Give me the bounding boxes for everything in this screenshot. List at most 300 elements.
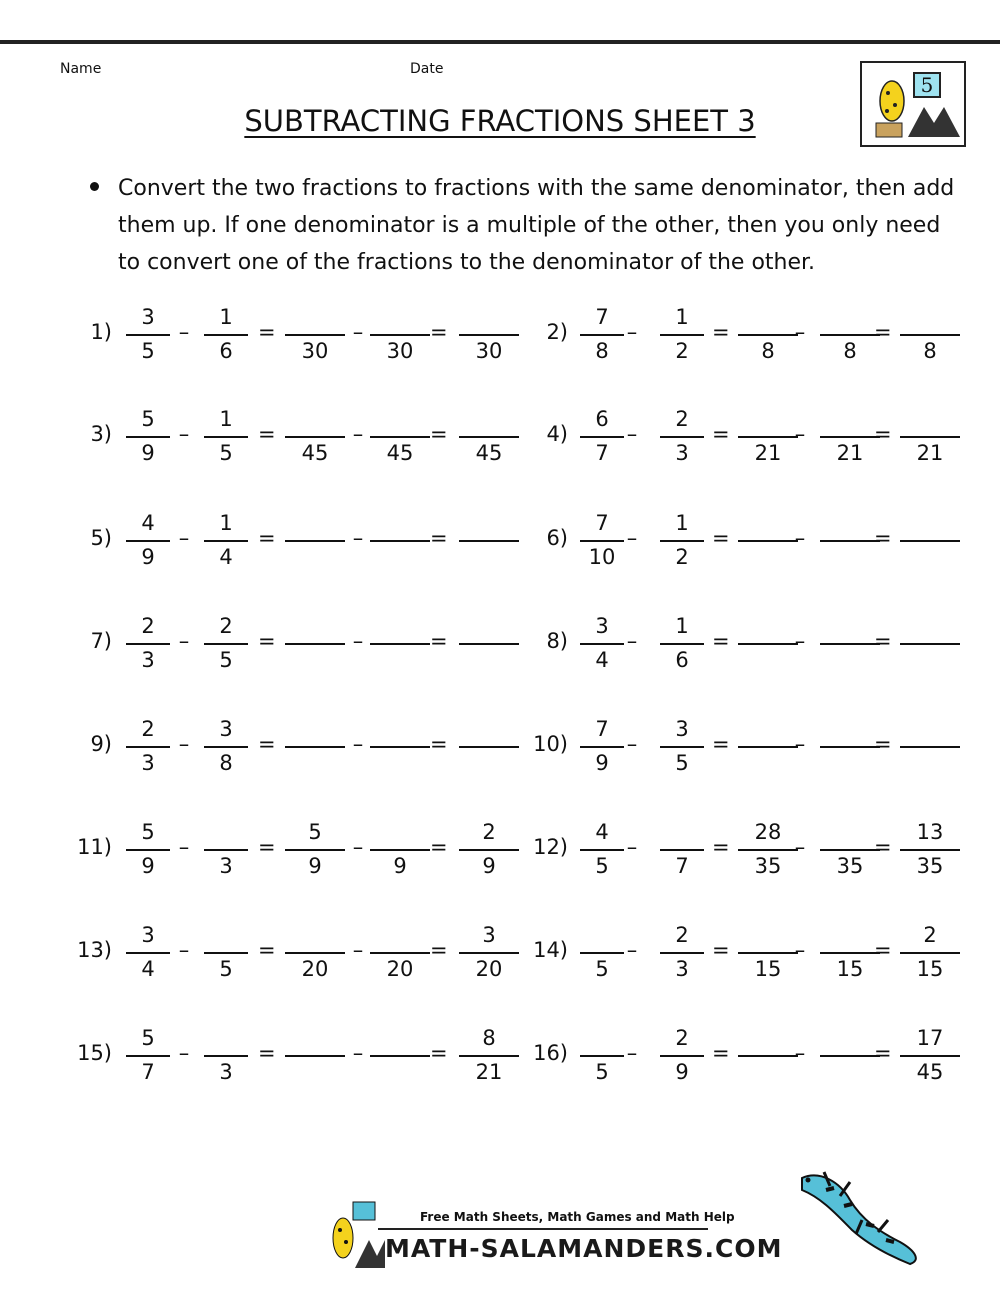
fraction-a	[580, 712, 624, 782]
denominator: 21	[836, 441, 864, 465]
problem	[0, 402, 1000, 472]
fraction-bar	[900, 952, 960, 954]
equals-sign: =	[712, 629, 730, 653]
denominator: 3	[219, 1060, 233, 1084]
fraction-bar	[738, 952, 798, 954]
denominator	[738, 750, 798, 776]
fraction-bar	[660, 1055, 704, 1057]
fraction-bar	[900, 746, 960, 748]
equals-sign: =	[712, 422, 730, 446]
equals-sign: =	[430, 938, 448, 962]
fraction-bar	[738, 746, 798, 748]
denominator	[900, 647, 960, 673]
fraction-bar	[580, 540, 624, 542]
denominator: 8	[923, 339, 937, 363]
equals-sign: =	[874, 320, 892, 344]
equals-sign: =	[712, 320, 730, 344]
numerator	[738, 716, 798, 742]
equals-sign: =	[430, 320, 448, 344]
denominator	[900, 544, 960, 570]
minus-sign: –	[352, 629, 364, 653]
equals-sign: =	[874, 1041, 892, 1065]
fraction-c[interactable]	[738, 815, 798, 885]
problem	[0, 815, 1000, 885]
equals-sign: =	[258, 320, 276, 344]
minus-sign: –	[178, 732, 190, 756]
minus-sign: –	[626, 629, 638, 653]
fraction-r[interactable]	[900, 918, 960, 988]
fraction-bar	[738, 334, 798, 336]
fraction-bar	[580, 1055, 624, 1057]
fraction-c[interactable]	[738, 609, 798, 679]
fraction-a	[580, 506, 624, 576]
minus-sign: –	[626, 938, 638, 962]
minus-sign: –	[352, 732, 364, 756]
fraction-bar	[660, 643, 704, 645]
denominator: 5	[595, 957, 609, 981]
equals-sign: =	[874, 526, 892, 550]
numerator: 6	[595, 407, 609, 431]
minus-sign: –	[794, 835, 806, 859]
minus-sign: –	[626, 526, 638, 550]
numerator: 5	[141, 407, 155, 431]
denominator: 9	[141, 441, 155, 465]
fraction-bar	[660, 334, 704, 336]
minus-sign: –	[352, 1041, 364, 1065]
numerator: 3	[219, 717, 233, 741]
minus-sign: –	[626, 422, 638, 446]
salamander-icon	[790, 1160, 930, 1275]
numerator	[820, 406, 880, 432]
numerator: 2	[141, 614, 155, 638]
numerator: 2	[923, 923, 937, 947]
equals-sign: =	[258, 938, 276, 962]
denominator: 35	[754, 854, 782, 878]
numerator: 13	[916, 820, 944, 844]
denominator	[820, 647, 880, 673]
minus-sign: –	[794, 629, 806, 653]
minus-sign: –	[352, 320, 364, 344]
numerator	[738, 510, 798, 536]
denominator: 45	[475, 441, 503, 465]
grade-badge-number: 5	[920, 73, 934, 97]
fraction-bar	[820, 540, 880, 542]
fraction-a	[580, 815, 624, 885]
minus-sign: –	[352, 938, 364, 962]
fraction-b	[660, 712, 704, 782]
denominator: 9	[141, 854, 155, 878]
numerator	[900, 613, 960, 639]
minus-sign: –	[794, 526, 806, 550]
denominator: 3	[141, 648, 155, 672]
numerator	[820, 922, 880, 948]
denominator	[820, 750, 880, 776]
minus-sign: –	[178, 938, 190, 962]
numerator: 7	[595, 511, 609, 535]
numerator: 7	[595, 717, 609, 741]
denominator: 21	[916, 441, 944, 465]
fraction-a	[580, 918, 624, 988]
minus-sign: –	[794, 938, 806, 962]
fraction-r[interactable]	[900, 609, 960, 679]
date-label: Date	[410, 61, 444, 77]
numerator: 4	[595, 820, 609, 844]
equals-sign: =	[258, 732, 276, 756]
minus-sign: –	[794, 320, 806, 344]
denominator	[738, 1059, 798, 1085]
denominator	[738, 647, 798, 673]
denominator: 30	[475, 339, 503, 363]
numerator: 3	[675, 717, 689, 741]
fraction-bar	[738, 436, 798, 438]
fraction-d[interactable]	[820, 815, 880, 885]
numerator: 2	[141, 717, 155, 741]
denominator: 45	[301, 441, 329, 465]
equals-sign: =	[712, 938, 730, 962]
minus-sign: –	[178, 1041, 190, 1065]
problem-number: 14)	[533, 938, 568, 962]
equals-sign: =	[712, 1041, 730, 1065]
fraction-bar	[820, 952, 880, 954]
denominator: 3	[675, 957, 689, 981]
denominator: 4	[141, 957, 155, 981]
fraction-c[interactable]	[738, 1021, 798, 1091]
numerator: 1	[219, 407, 233, 431]
equals-sign: =	[874, 422, 892, 446]
footer-rule	[378, 1228, 708, 1230]
fraction-bar	[660, 540, 704, 542]
minus-sign: –	[794, 422, 806, 446]
numerator	[660, 819, 704, 845]
numerator: 2	[675, 407, 689, 431]
equals-sign: =	[258, 422, 276, 446]
numerator: 2	[219, 614, 233, 638]
fraction-c[interactable]	[738, 300, 798, 370]
numerator	[820, 819, 880, 845]
equals-sign: =	[430, 1041, 448, 1065]
fraction-d[interactable]	[820, 300, 880, 370]
problem-number: 1)	[90, 320, 112, 344]
minus-sign: –	[352, 835, 364, 859]
fraction-bar	[580, 436, 624, 438]
equals-sign: =	[430, 629, 448, 653]
fraction-c[interactable]	[738, 918, 798, 988]
numerator: 3	[141, 305, 155, 329]
fraction-d[interactable]	[820, 1021, 880, 1091]
denominator: 15	[916, 957, 944, 981]
fraction-bar	[820, 849, 880, 851]
fraction-bar	[900, 334, 960, 336]
fraction-d[interactable]	[820, 506, 880, 576]
numerator	[738, 304, 798, 330]
problem-number: 2)	[546, 320, 568, 344]
equals-sign: =	[712, 835, 730, 859]
denominator: 5	[675, 751, 689, 775]
numerator	[738, 613, 798, 639]
denominator: 4	[595, 648, 609, 672]
minus-sign: –	[626, 1041, 638, 1065]
denominator	[900, 750, 960, 776]
equals-sign: =	[874, 938, 892, 962]
denominator	[738, 544, 798, 570]
numerator: 3	[482, 923, 496, 947]
denominator: 2	[675, 545, 689, 569]
denominator: 6	[219, 339, 233, 363]
minus-sign: –	[178, 835, 190, 859]
numerator: 3	[595, 614, 609, 638]
fraction-r[interactable]	[900, 300, 960, 370]
equals-sign: =	[258, 1041, 276, 1065]
problem-number: 6)	[546, 526, 568, 550]
numerator	[820, 510, 880, 536]
denominator: 3	[675, 441, 689, 465]
denominator: 7	[141, 1060, 155, 1084]
minus-sign: –	[178, 526, 190, 550]
numerator: 7	[595, 305, 609, 329]
denominator: 9	[141, 545, 155, 569]
denominator: 15	[836, 957, 864, 981]
fraction-bar	[660, 436, 704, 438]
denominator: 35	[916, 854, 944, 878]
denominator: 5	[219, 648, 233, 672]
fraction-bar	[738, 1055, 798, 1057]
minus-sign: –	[352, 422, 364, 446]
denominator: 21	[754, 441, 782, 465]
problem-number: 5)	[90, 526, 112, 550]
problem-number: 9)	[90, 732, 112, 756]
instructions: Convert the two fractions to fractions with the same denominator, then add them up. If one denominator is a multiple of the other, then you only need to convert one of the fractions to the denominator of the other.	[118, 176, 955, 275]
denominator: 7	[675, 854, 689, 878]
denominator: 9	[308, 854, 322, 878]
fraction-r[interactable]	[900, 402, 960, 472]
problem-number: 3)	[90, 422, 112, 446]
equals-sign: =	[258, 835, 276, 859]
footer-salamander-icon	[325, 1200, 385, 1270]
denominator: 20	[386, 957, 414, 981]
fraction-d[interactable]	[820, 712, 880, 782]
fraction-bar	[820, 334, 880, 336]
equals-sign: =	[430, 732, 448, 756]
fraction-bar	[660, 849, 704, 851]
fraction-bar	[660, 952, 704, 954]
fraction-c[interactable]	[738, 506, 798, 576]
numerator: 1	[675, 511, 689, 535]
fraction-d[interactable]	[820, 918, 880, 988]
denominator: 5	[219, 957, 233, 981]
fraction-bar	[738, 849, 798, 851]
denominator: 9	[393, 854, 407, 878]
numerator: 1	[675, 614, 689, 638]
numerator: 1	[675, 305, 689, 329]
fraction-a	[580, 1021, 624, 1091]
problem-number: 16)	[533, 1041, 568, 1065]
numerator	[738, 406, 798, 432]
problem	[0, 609, 1000, 679]
equals-sign: =	[712, 526, 730, 550]
top-rule	[0, 40, 1000, 44]
fraction-bar	[580, 952, 624, 954]
denominator: 5	[141, 339, 155, 363]
denominator: 15	[754, 957, 782, 981]
footer-tagline: Free Math Sheets, Math Games and Math Help	[420, 1210, 735, 1224]
equals-sign: =	[874, 732, 892, 756]
numerator	[820, 1025, 880, 1051]
denominator: 6	[675, 648, 689, 672]
denominator: 20	[475, 957, 503, 981]
fraction-a	[580, 300, 624, 370]
denominator: 8	[219, 751, 233, 775]
fraction-bar	[580, 643, 624, 645]
denominator	[820, 544, 880, 570]
denominator: 10	[588, 545, 616, 569]
minus-sign: –	[794, 1041, 806, 1065]
numerator	[738, 922, 798, 948]
fraction-bar	[738, 540, 798, 542]
minus-sign: –	[178, 422, 190, 446]
minus-sign: –	[626, 320, 638, 344]
denominator: 3	[219, 854, 233, 878]
fraction-r[interactable]	[900, 815, 960, 885]
problem	[0, 1021, 1000, 1091]
minus-sign: –	[626, 732, 638, 756]
numerator	[580, 1025, 624, 1051]
numerator: 2	[675, 1026, 689, 1050]
numerator	[580, 922, 624, 948]
denominator: 7	[595, 441, 609, 465]
fraction-bar	[580, 334, 624, 336]
fraction-b	[660, 506, 704, 576]
fraction-bar	[820, 643, 880, 645]
fraction-a	[580, 609, 624, 679]
equals-sign: =	[874, 835, 892, 859]
numerator	[738, 1025, 798, 1051]
fraction-bar	[820, 1055, 880, 1057]
fraction-bar	[660, 746, 704, 748]
problem-number: 4)	[546, 422, 568, 446]
numerator: 28	[754, 820, 782, 844]
minus-sign: –	[178, 629, 190, 653]
fraction-b	[660, 402, 704, 472]
fraction-b	[660, 609, 704, 679]
fraction-b	[660, 1021, 704, 1091]
numerator: 5	[141, 1026, 155, 1050]
numerator: 5	[141, 820, 155, 844]
fraction-bar	[900, 540, 960, 542]
denominator: 5	[595, 854, 609, 878]
fraction-bar	[900, 1055, 960, 1057]
fraction-bar	[738, 643, 798, 645]
problem-number: 13)	[77, 938, 112, 962]
numerator: 3	[141, 923, 155, 947]
problem-number: 7)	[90, 629, 112, 653]
fraction-bar	[820, 436, 880, 438]
minus-sign: –	[794, 732, 806, 756]
fraction-b	[660, 918, 704, 988]
numerator	[900, 304, 960, 330]
fraction-b	[660, 815, 704, 885]
equals-sign: =	[258, 629, 276, 653]
numerator	[900, 510, 960, 536]
minus-sign: –	[178, 320, 190, 344]
worksheet-title: SUBTRACTING FRACTIONS SHEET 3	[244, 104, 756, 138]
fraction-c[interactable]	[738, 712, 798, 782]
minus-sign: –	[352, 526, 364, 550]
footer-site: MATH-SALAMANDERS.COM	[385, 1234, 783, 1263]
fraction-bar	[580, 746, 624, 748]
problem-number: 8)	[546, 629, 568, 653]
name-label: Name	[60, 61, 102, 77]
numerator	[820, 613, 880, 639]
equals-sign: =	[258, 526, 276, 550]
fraction-bar	[820, 746, 880, 748]
equals-sign: =	[430, 422, 448, 446]
equals-sign: =	[430, 526, 448, 550]
fraction-d[interactable]	[820, 402, 880, 472]
denominator: 8	[843, 339, 857, 363]
numerator: 5	[308, 820, 322, 844]
numerator: 4	[141, 511, 155, 535]
denominator: 3	[141, 751, 155, 775]
numerator: 8	[482, 1026, 496, 1050]
bullet-icon	[90, 182, 99, 191]
fraction-c[interactable]	[738, 402, 798, 472]
problem-number: 12)	[533, 835, 568, 859]
numerator: 2	[482, 820, 496, 844]
denominator: 8	[595, 339, 609, 363]
problem	[0, 300, 1000, 370]
numerator	[900, 406, 960, 432]
denominator: 35	[836, 854, 864, 878]
denominator: 2	[675, 339, 689, 363]
equals-sign: =	[712, 732, 730, 756]
denominator: 45	[386, 441, 414, 465]
denominator: 8	[761, 339, 775, 363]
numerator	[900, 716, 960, 742]
equals-sign: =	[874, 629, 892, 653]
denominator: 20	[301, 957, 329, 981]
problem-number: 11)	[77, 835, 112, 859]
denominator	[820, 1059, 880, 1085]
fraction-r[interactable]	[900, 712, 960, 782]
fraction-bar	[900, 436, 960, 438]
fraction-r[interactable]	[900, 506, 960, 576]
denominator: 9	[595, 751, 609, 775]
denominator: 9	[675, 1060, 689, 1084]
numerator: 17	[916, 1026, 944, 1050]
denominator: 45	[916, 1060, 944, 1084]
problem	[0, 918, 1000, 988]
problem-number: 10)	[533, 732, 568, 756]
denominator: 4	[219, 545, 233, 569]
fraction-a	[580, 402, 624, 472]
denominator: 30	[301, 339, 329, 363]
denominator: 5	[595, 1060, 609, 1084]
fraction-r[interactable]	[900, 1021, 960, 1091]
numerator: 1	[219, 305, 233, 329]
equals-sign: =	[430, 835, 448, 859]
problem	[0, 712, 1000, 782]
denominator: 5	[219, 441, 233, 465]
numerator	[820, 716, 880, 742]
problem	[0, 506, 1000, 576]
fraction-b	[660, 300, 704, 370]
denominator: 30	[386, 339, 414, 363]
fraction-d[interactable]	[820, 609, 880, 679]
denominator: 9	[482, 854, 496, 878]
fraction-bar	[900, 849, 960, 851]
numerator	[820, 304, 880, 330]
numerator: 2	[675, 923, 689, 947]
